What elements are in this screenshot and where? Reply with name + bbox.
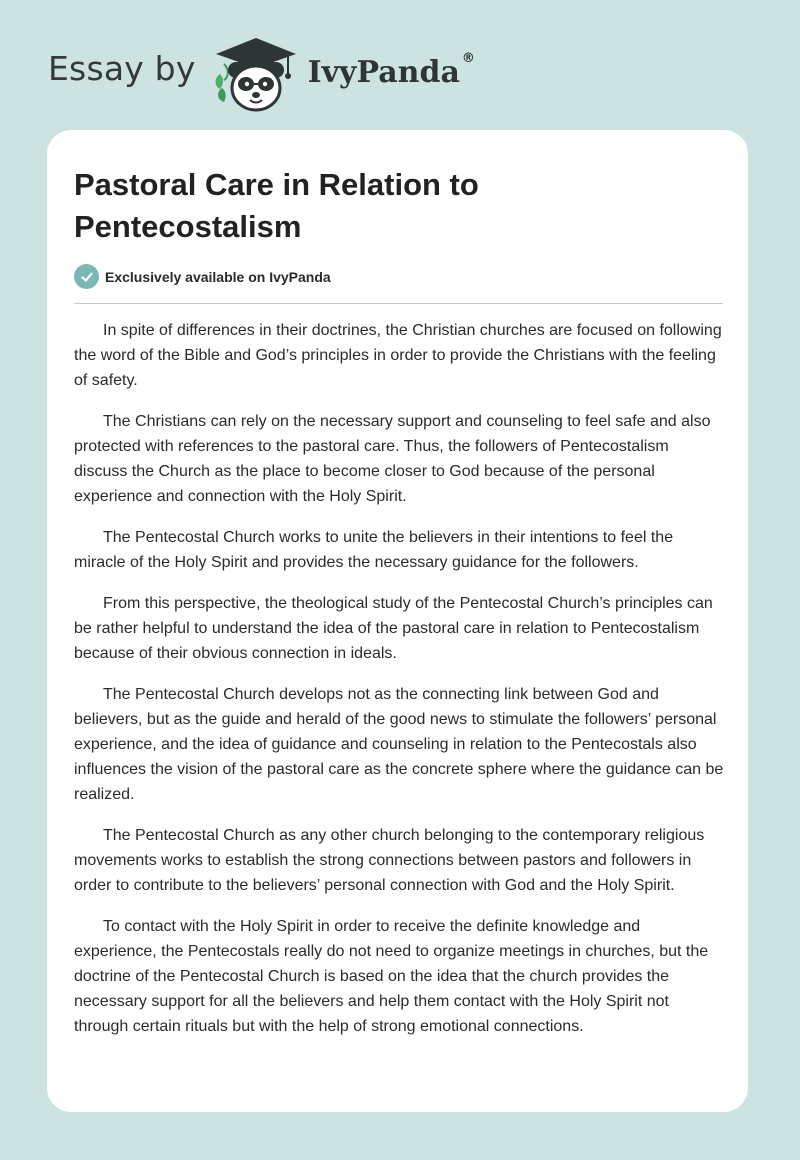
- essay-paragraph: From this perspective, the theological study of the Pentecostal Church’s principles can be rather helpful to understand the idea of the pastoral care in relation to Pentecostalism because of their obvious connection in ideals.: [74, 595, 713, 662]
- page-title: Pastoral Care in Relation to Pentecostalism: [74, 167, 479, 244]
- essay-paragraph: The Pentecostal Church as any other church belonging to the contemporary religious movements works to establish the strong connections between pastors and followers in order to contribute to the believers’ personal connection with God and the Holy Spirit.: [74, 827, 705, 894]
- essay-card: [47, 130, 748, 1112]
- exclusive-badge-label: Exclusively available on IvyPanda: [105, 268, 331, 285]
- essay-paragraph: The Christians can rely on the necessary support and counseling to feel safe and also protected with references to the pastoral care. Thus, the followers of Pentecostalism discuss the Church as the place to become closer to God because of the personal experience and connection with the Holy Spirit.: [74, 413, 711, 505]
- exclusive-badge: [74, 264, 331, 289]
- essay-paragraph: In spite of differences in their doctrines, the Christian churches are focused on following the word of the Bible and God’s principles in order to provide the Christians with the feeling of safety.: [74, 322, 722, 389]
- essay-by-label: Essay by: [48, 48, 196, 88]
- panda-graduate-icon[interactable]: [212, 34, 300, 114]
- registered-mark: ®: [461, 50, 475, 66]
- site-header: [48, 34, 475, 114]
- essay-body: [74, 318, 724, 1055]
- brand-logo-text[interactable]: [307, 50, 475, 90]
- divider: [74, 303, 723, 304]
- essay-paragraph: To contact with the Holy Spirit in order to receive the definite knowledge and experience, the Pentecostals really do not need to organize meetings in churches, but the doctrine of the Pentecostal Church is based on the idea that the church provides the necessary support for all the believers and help them contact with the Holy Spirit not through certain rituals but with the help of strong emotional connections.: [74, 918, 709, 1035]
- check-icon: [74, 264, 99, 289]
- essay-paragraph: The Pentecostal Church develops not as the connecting link between God and believers, but as the guide and herald of the good news to stimulate the followers’ personal experience, and the idea of guidance and counseling in relation to the Pentecostals also influences the vision of the pastoral care as the concrete sphere where the guidance can be realized.: [74, 686, 724, 803]
- brand-name: IvyPanda: [307, 54, 460, 90]
- essay-paragraph: The Pentecostal Church works to unite the believers in their intentions to feel the miracle of the Holy Spirit and provides the necessary guidance for the followers.: [74, 529, 674, 571]
